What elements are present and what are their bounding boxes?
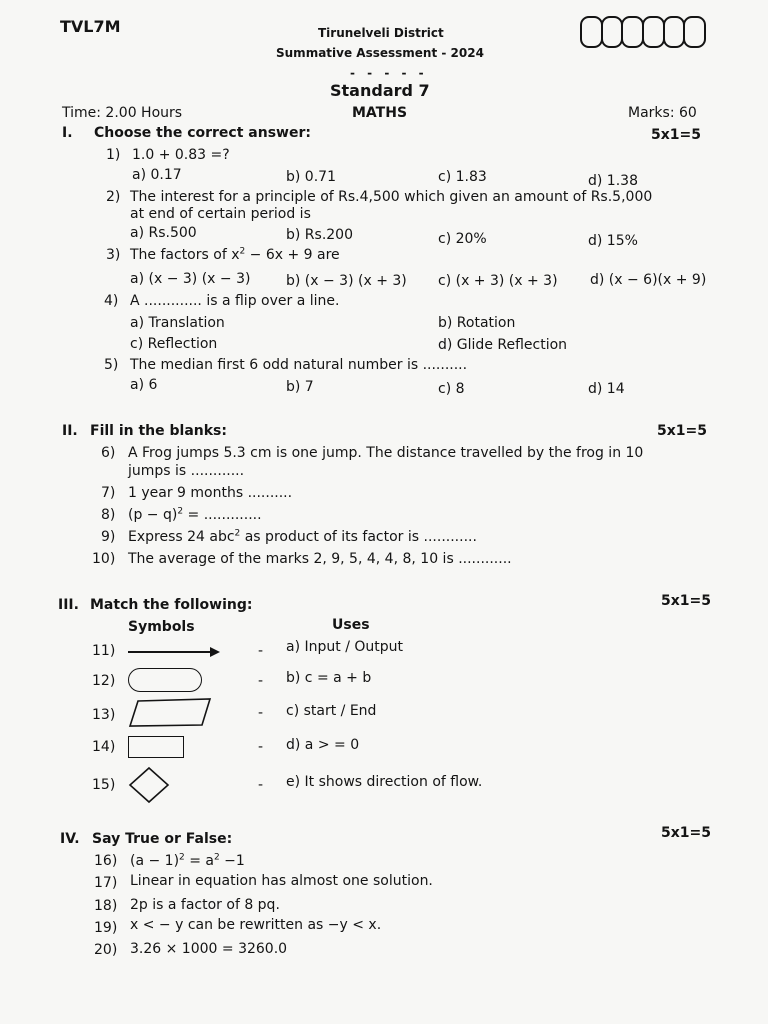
register-cell	[663, 16, 686, 48]
title-divider: - - - - -	[350, 66, 428, 80]
section-heading: Fill in the blanks:	[90, 423, 227, 439]
option-c: c) (x + 3) (x + 3)	[438, 273, 558, 289]
question-text: Linear in equation has almost one solution.	[130, 873, 433, 889]
register-cell	[683, 16, 706, 48]
option-d: d) 14	[588, 381, 625, 397]
question-text: The median first 6 odd natural number is ..........	[130, 357, 468, 373]
section-marks: 5x1=5	[657, 423, 707, 439]
question-text: 2p is a factor of 8 pq.	[130, 897, 280, 913]
question-text: x < − y can be rewritten as −y < x.	[130, 917, 382, 933]
exam-title: Summative Assessment - 2024	[276, 46, 484, 60]
option-c: c) 1.83	[438, 169, 487, 185]
section-number: III.	[58, 597, 79, 613]
question-number: 7)	[101, 485, 116, 501]
section-heading: Choose the correct answer:	[94, 125, 311, 141]
match-number: 11)	[92, 643, 116, 659]
subject-title: MATHS	[352, 105, 408, 121]
option-c: c) 8	[438, 381, 465, 397]
question-text: A Frog jumps 5.3 cm is one jump. The distance travelled by the frog in 10	[128, 445, 644, 461]
register-cell	[580, 16, 603, 48]
match-number: 12)	[92, 673, 116, 689]
option-d: d) 15%	[588, 233, 638, 249]
question-number: 16)	[94, 853, 118, 869]
question-number: 19)	[94, 920, 118, 936]
match-dash: -	[258, 777, 264, 793]
match-use: b) c = a + b	[286, 670, 372, 686]
column-heading-symbols: Symbols	[128, 619, 195, 635]
question-number: 2)	[106, 189, 121, 205]
option-b: b) Rs.200	[286, 227, 353, 243]
register-cell	[642, 16, 665, 48]
option-b: b) 0.71	[286, 169, 336, 185]
question-number: 8)	[101, 507, 116, 523]
option-b: b) Rotation	[438, 315, 516, 331]
standard-title: Standard 7	[330, 81, 430, 100]
option-a: a) Rs.500	[130, 225, 197, 241]
section-marks: 5x1=5	[651, 127, 701, 143]
section-number: I.	[62, 125, 73, 141]
question-number: 18)	[94, 898, 118, 914]
question-text: $(a - 1)^2 = a^2 -1$	[130, 852, 245, 869]
question-text: 1 year 9 months ..........	[128, 485, 293, 501]
question-number: 5)	[104, 357, 119, 373]
input-output-symbol	[128, 698, 212, 728]
section-heading: Say True or False:	[92, 831, 233, 847]
register-number-boxes	[580, 16, 704, 48]
option-a: a) 0.17	[132, 167, 182, 183]
paper-code: TVL7M	[60, 17, 121, 36]
question-number: 10)	[92, 551, 116, 567]
match-use: a) Input / Output	[286, 639, 403, 655]
question-text: Express 24 abc$^2$ as product of its factor is ............	[128, 528, 477, 545]
section-number: II.	[62, 423, 78, 439]
question-number: 3)	[106, 247, 121, 263]
question-text: The factors of $x^2 - 6x + 9$ are	[130, 246, 340, 263]
question-number: 17)	[94, 875, 118, 891]
match-number: 14)	[92, 739, 116, 755]
option-a: a) (x − 3) (x − 3)	[130, 271, 251, 287]
arrow-shaft	[128, 651, 212, 653]
section-number: IV.	[60, 831, 80, 847]
question-text: The interest for a principle of Rs.4,500 which given an amount of Rs.5,000	[130, 189, 653, 205]
marks-label: Marks: 60	[628, 105, 697, 121]
option-d: d) (x − 6)(x + 9)	[590, 272, 707, 288]
match-dash: -	[258, 739, 264, 755]
question-text: A ............. is a flip over a line.	[130, 293, 340, 309]
question-text-cont: jumps is ............	[128, 463, 245, 479]
match-use: d) a > = 0	[286, 737, 360, 753]
arrow-head-icon	[210, 647, 220, 657]
question-text: 1.0 + 0.83 =?	[132, 147, 230, 163]
district-title: Tirunelveli District	[318, 26, 444, 40]
terminal-symbol	[128, 668, 202, 692]
column-heading-uses: Uses	[332, 617, 370, 633]
register-cell	[621, 16, 644, 48]
question-number: 6)	[101, 445, 116, 461]
process-symbol	[128, 736, 184, 758]
question-number: 9)	[101, 529, 116, 545]
match-use: c) start / End	[286, 703, 377, 719]
question-number: 20)	[94, 942, 118, 958]
option-b: b) (x − 3) (x + 3)	[286, 273, 407, 289]
section-heading: Match the following:	[90, 597, 253, 613]
match-number: 15)	[92, 777, 116, 793]
option-c: c) 20%	[438, 231, 487, 247]
question-number: 4)	[104, 293, 119, 309]
option-a: a) Translation	[130, 315, 225, 331]
option-d: d) Glide Reflection	[438, 337, 568, 353]
match-dash: -	[258, 705, 264, 721]
match-dash: -	[258, 643, 264, 659]
option-a: a) 6	[130, 377, 158, 393]
match-number: 13)	[92, 707, 116, 723]
match-dash: -	[258, 673, 264, 689]
option-d: d) 1.38	[588, 173, 638, 189]
question-text: 3.26 × 1000 = 3260.0	[130, 941, 288, 957]
section-marks: 5x1=5	[661, 593, 711, 609]
question-text-cont: at end of certain period is	[130, 206, 311, 222]
section-marks: 5x1=5	[661, 825, 711, 841]
question-number: 1)	[106, 147, 121, 163]
question-text: The average of the marks 2, 9, 5, 4, 4, 8, 10 is ............	[128, 551, 512, 567]
question-text: $(p - q)^2$ = .............	[128, 506, 262, 523]
time-label: Time: 2.00 Hours	[62, 105, 183, 121]
decision-symbol	[128, 766, 170, 804]
match-use: e) It shows direction of flow.	[286, 774, 483, 790]
option-b: b) 7	[286, 379, 314, 395]
register-cell	[601, 16, 624, 48]
option-c: c) Reflection	[130, 336, 218, 352]
